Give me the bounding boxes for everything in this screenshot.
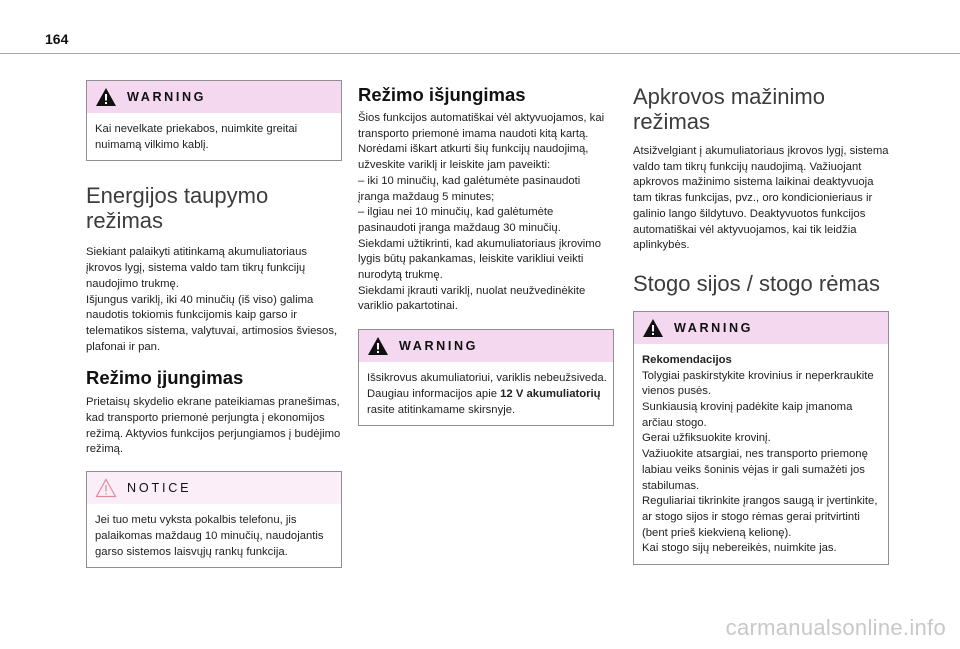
warning-label: WARNING [127,90,207,104]
notice-triangle-icon [95,478,117,498]
roof-warning-line: Važiuokite atsargiai, nes transporto priemonę labiau veiks šoninis vėjas ir gali sumažėti jos stabilumas. [642,448,868,492]
warning-box-towbar [86,80,342,161]
energy-title-line1: Energijos taupymo [86,183,269,209]
mode-off-bullet-2: – ilgiau nei 10 minučių, kad galėtumėte pasinaudoti įranga maždaug 30 minučių. [358,206,561,234]
load-title-line2: režimas [633,109,711,134]
energy-saving-title [86,183,342,233]
notice-text: Jei tuo metu vyksta pokalbis telefonu, jis palaikomas maždaug 10 minučių, naudojantis garso sistemos laisvųjų rankų funkcija. [95,514,324,558]
battery-warning-pre: Daugiau informacijos apie [367,387,501,400]
battery-warning-text-2 [367,387,607,418]
energy-paragraph-2: Išjungus variklį, iki 40 minučių (iš viso) galima naudotis tokiomis funkcijomis kaip garso ir telematikos sistema, valytuvai, artimosios šviesos, plafonai ir pan. [86,293,338,353]
battery-warning-link-text: 12 V akumuliatorių [500,387,601,400]
roof-warning-heading-text: Rekomendacijos [642,353,732,366]
notice-label: NOTICE [127,481,192,496]
column-middle [358,84,614,426]
roof-bars-title: Stogo sijos / stogo rėmas [633,270,881,296]
battery-warning-text-1: Išsikrovus akumuliatoriui, variklis nebeužsiveda. [367,372,607,385]
battery-warning-post: rasite atitinkamame skirsnyje. [367,403,516,416]
header-divider [0,53,960,54]
warning-label: WARNING [674,320,754,335]
load-reduction-title [633,84,889,134]
notice-header [87,472,341,504]
warning-text: Kai nevelkate priekabos, nuimkite greitai nuimamą vilkimo kablį. [95,123,298,151]
warning-box-battery [358,329,614,426]
mode-off-line-2: Norėdami iškart atkurti šių funkcijų naudojimą, užveskite variklį ir leiskite jam paveikti: [358,143,589,172]
mode-off-title: Režimo išjungimas [358,84,526,105]
warning-triangle-icon [367,336,389,356]
roof-warning-heading [642,353,882,369]
energy-title-line2: režimas [86,208,164,234]
roof-warning-line: Gerai užfiksuokite krovinį. [642,432,771,445]
mode-off-line-4: Siekdami įkrauti variklį, nuolat neužvedinėkite variklio pakartotinai. [358,284,586,313]
mode-off-line-1: Šios funkcijos automatiškai vėl aktyvuojamos, kai transporto priemonė imama naudoti kitą kartą. [358,112,605,140]
warning-header [634,312,888,344]
warning-triangle-icon [642,318,664,338]
page-number: 164 [45,31,69,47]
column-right [633,84,889,565]
roof-warning-line: Kai stogo sijų nebereikės, nuimkite jas. [642,542,837,555]
mode-on-title: Režimo įjungimas [86,367,244,389]
energy-paragraph-1: Siekiant palaikyti atitinkamą akumuliatoriaus įkrovos lygį, sistema valdo tam tikrų funkcijų naudojimo trukmę. [86,246,308,290]
column-left [86,80,342,568]
watermark: carmanualsonline.info [725,615,946,640]
load-title-line1: Apkrovos mažinimo [633,84,825,109]
warning-box-roof [633,311,889,565]
load-reduction-text: Atsižvelgiant į akumuliatoriaus įkrovos lygį, sistema valdo tam tikrų funkcijų naudojimą. Važiuojant apkrovos mažinimo sistema laikinai deaktyvuoja tam tikras funkcijas, pvz., oro kondicionieriaus ir galinio lango šildytuvo. Deaktyvuotos funkcijos automatiškai vėl aktyvuojamos, kai tik leidžia aplinkybės. [633,145,889,252]
warning-triangle-icon [95,87,117,107]
roof-warning-line: Sunkiausią krovinį padėkite kaip įmanoma arčiau stogo. [642,401,853,429]
roof-warning-line: Tolygiai paskirstykite krovinius ir neperkraukite vienos pusės. [642,369,874,398]
warning-label: WARNING [399,339,479,354]
warning-header [87,81,341,113]
roof-warning-line: Reguliariai tikrinkite įrangos saugą ir įvertinkite, ar stogo sijos ir stogo rėmas gerai pritvirtinti (bent prieš kiekvieną kelionę). [642,495,878,539]
warning-header [359,330,613,362]
mode-on-text: Prietaisų skydelio ekrane pateikiamas pranešimas, kad transporto priemonė perjungta į ekonomijos režimą. Aktyvios funkcijos perjungiamos į budėjimo režimą. [86,396,341,456]
mode-off-line-3: Siekdami užtikrinti, kad akumuliatoriaus įkrovimo lygis būtų pakankamas, leiskite varikliui veikti nurodytą trukmę. [358,237,601,282]
notice-box-phone [86,471,342,568]
mode-off-bullet-1: – iki 10 minučių, kad galėtumėte pasinaudoti įranga maždaug 5 minutes; [358,174,581,203]
